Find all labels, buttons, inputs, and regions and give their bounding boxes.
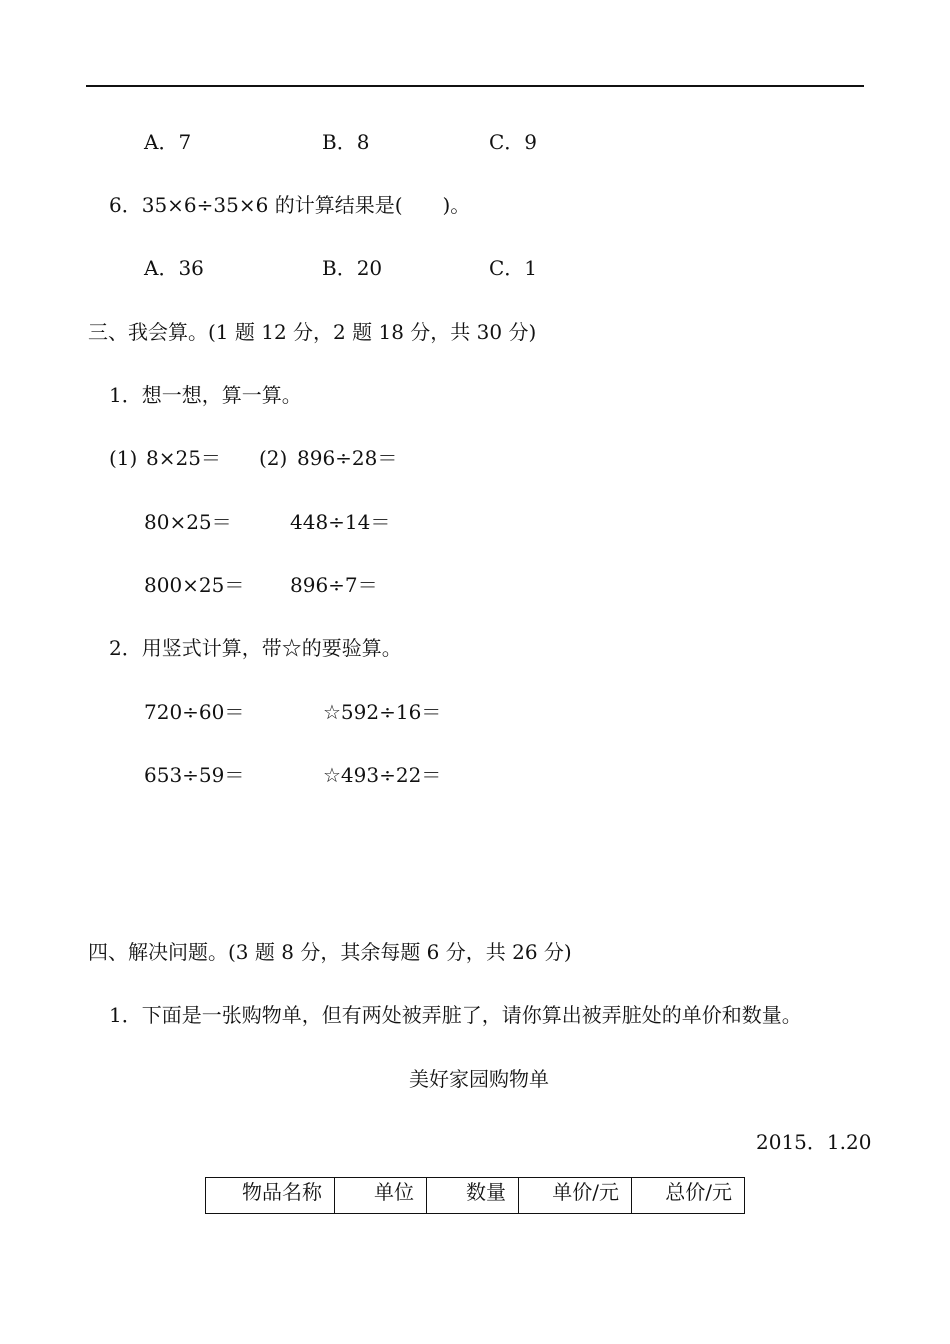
p2-expr-3: 653÷59＝ <box>144 763 245 787</box>
p2-expr-1: 720÷60＝ <box>144 700 245 724</box>
p1-col2-expr-1: 896÷28＝ <box>297 446 398 470</box>
q5-option-a: A．7 <box>144 130 192 154</box>
p1-col1-expr-1: 8×25＝ <box>146 446 221 470</box>
table-header-cell: 总价/元 <box>632 1178 745 1214</box>
table-header-cell: 数量 <box>427 1178 519 1214</box>
q6-option-a: A．36 <box>144 256 204 280</box>
receipt-date: 2015．1.20 <box>756 1130 872 1154</box>
q5-option-c: C．9 <box>489 130 538 154</box>
p1-col2-label: (2) <box>259 446 288 470</box>
q6-option-b: B．20 <box>322 256 383 280</box>
p2-expr-4: ☆493÷22＝ <box>323 763 442 787</box>
p1-col2-expr-3: 896÷7＝ <box>290 573 378 597</box>
section3-heading: 三、我会算。(1 题 12 分，2 题 18 分，共 30 分) <box>88 320 537 344</box>
section4-heading: 四、解决问题。(3 题 8 分，其余每题 6 分，共 26 分) <box>88 940 572 964</box>
header-rule <box>86 85 864 87</box>
table-header-row <box>206 1178 745 1214</box>
section3-p1-title: 1．想一想，算一算。 <box>109 383 302 407</box>
q5-option-b: B．8 <box>322 130 370 154</box>
shopping-list-table <box>205 1177 745 1214</box>
section4-p1: 1．下面是一张购物单，但有两处被弄脏了，请你算出被弄脏处的单价和数量。 <box>109 1003 802 1027</box>
section3-p2-title: 2．用竖式计算，带☆的要验算。 <box>109 636 402 660</box>
p1-col1-expr-2: 80×25＝ <box>144 510 232 534</box>
p1-col2-expr-2: 448÷14＝ <box>290 510 391 534</box>
table-header-cell: 单位 <box>335 1178 427 1214</box>
table-header-cell: 物品名称 <box>206 1178 335 1214</box>
p2-expr-2: ☆592÷16＝ <box>323 700 442 724</box>
p1-col1-label: (1) <box>109 446 138 470</box>
q6-stem: 6．35×6÷35×6 的计算结果是( )。 <box>109 193 471 217</box>
receipt-title: 美好家园购物单 <box>409 1067 549 1091</box>
table-header-cell: 单价/元 <box>519 1178 632 1214</box>
p1-col1-expr-3: 800×25＝ <box>144 573 245 597</box>
q6-option-c: C．1 <box>489 256 538 280</box>
